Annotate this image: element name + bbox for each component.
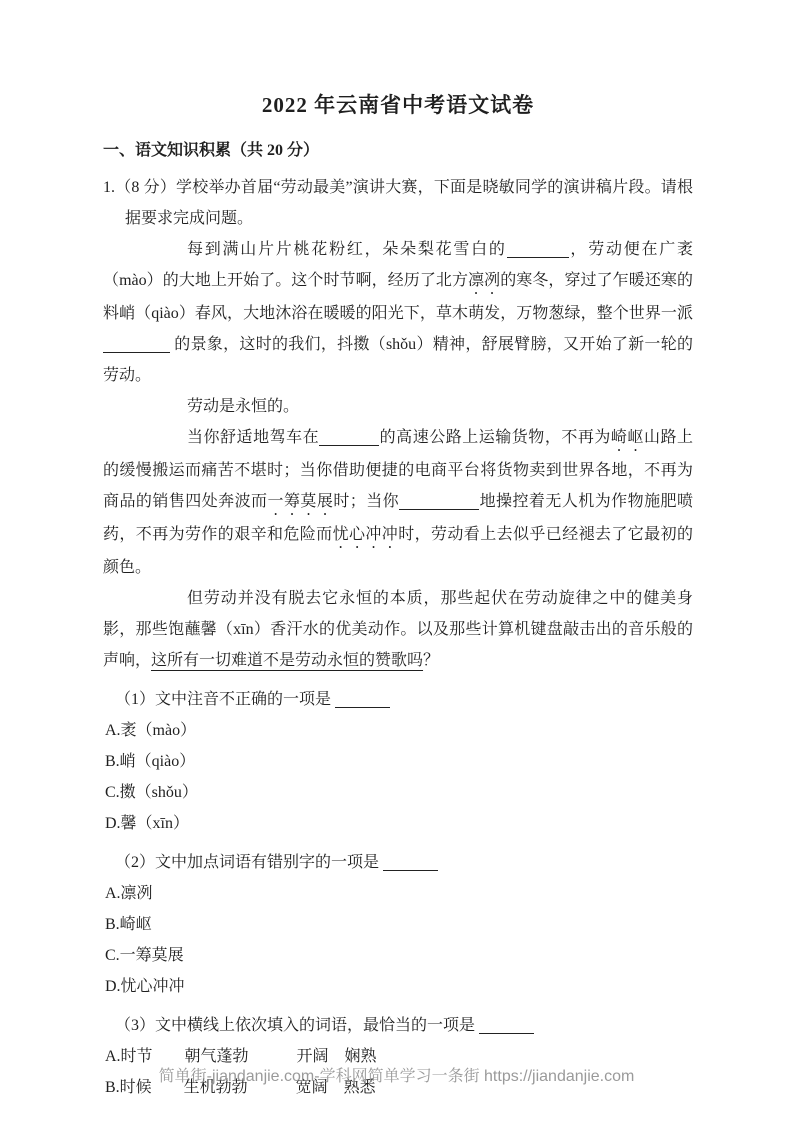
sub-question-2-option-a: A.凛冽 — [105, 885, 153, 902]
passage-paragraph-1: 每到满山片片桃花粉红，朵朵梨花雪白的 ，劳动便在广袤（mào）的大地上开始了。这个时节啊，经历了北方凛冽的寒冬，穿过了乍暖还寒的料峭（qiào）春风，大地沐浴在暖暖的阳光下，草木萌发，万物葱绿，整个世界一派 的景象，这时的我们，抖擞（shǒu）精神，舒展臂膀，又开始了新一轮的劳动。 — [103, 241, 693, 384]
page-title: 2022 年云南省中考语文试卷 — [261, 93, 535, 117]
question-1 — [103, 172, 693, 1103]
sub-question-2-option-c: C.一筹莫展 — [105, 947, 184, 964]
passage-paragraph-3: 当你舒适地驾车在 的高速公路上运输货物，不再为崎岖山路上的缓慢搬运而痛苦不堪时；当你借助便捷的电商平台将货物卖到世界各地，不再为商品的销售四处奔波而一筹莫展时；当你 地操控着无人机为作物施肥喷药，不再为劳作的艰辛和危险而忧心冲冲时，劳动看上去似乎已经褪去了它最初的颜色。 — [103, 429, 693, 576]
sub-question-1-option-d: D.馨（xīn） — [105, 815, 190, 832]
fill-in-blank — [479, 1019, 534, 1034]
sub-question-1-option-c: C.擞（shǒu） — [105, 784, 198, 801]
footer-watermark: 简单街-jiandanjie.com-学科网简单学习一条街 https://jiandanjie.com — [158, 1068, 635, 1085]
sub-question-3-label: （3）文中横线上依次填入的词语，最恰当的一项是 — [103, 1010, 693, 1041]
passage-paragraph-2: 劳动是永恒的。 — [187, 398, 300, 415]
sub-question-3-option-a: A.时节 朝气蓬勃 开阔 娴熟 — [105, 1048, 377, 1065]
fill-in-blank — [335, 693, 390, 708]
sub-question-2-label: （2）文中加点词语有错别字的一项是 — [103, 847, 693, 878]
sub-question-3-option-b: B.时候 生机勃勃 宽阔 熟悉 — [105, 1079, 376, 1096]
section-heading: 一、语文知识积累（共 20 分） — [103, 142, 320, 159]
sub-question-1-option-b: B.峭（qiào） — [105, 753, 196, 770]
sub-question-2-options — [103, 878, 693, 1002]
sub-question-2-option-b: B.崎岖 — [105, 916, 152, 933]
fill-in-blank — [399, 495, 479, 510]
speech-passage — [103, 234, 693, 676]
sub-question-1-options — [103, 715, 693, 839]
sub-question-2-option-d: D.忧心冲冲 — [105, 978, 185, 995]
fill-in-blank — [103, 338, 170, 353]
sub-question-1-option-a: A.袤（mào） — [105, 722, 197, 739]
question-1-stem: 1.（8 分）学校举办首届“劳动最美”演讲大赛，下面是晓敏同学的演讲稿片段。请根据要求完成问题。 — [103, 179, 693, 227]
fill-in-blank — [507, 243, 569, 258]
passage-paragraph-4: 但劳动并没有脱去它永恒的本质，那些起伏在劳动旋律之中的健美身影，那些饱蘸馨（xīn）香汗水的优美动作。以及那些计算机键盘敲击出的音乐般的声响，这所有一切难道不是劳动永恒的赞歌吗？ — [103, 590, 693, 669]
sub-question-1-label: （1）文中注音不正确的一项是 — [103, 684, 693, 715]
fill-in-blank — [319, 431, 379, 446]
fill-in-blank — [383, 856, 438, 871]
